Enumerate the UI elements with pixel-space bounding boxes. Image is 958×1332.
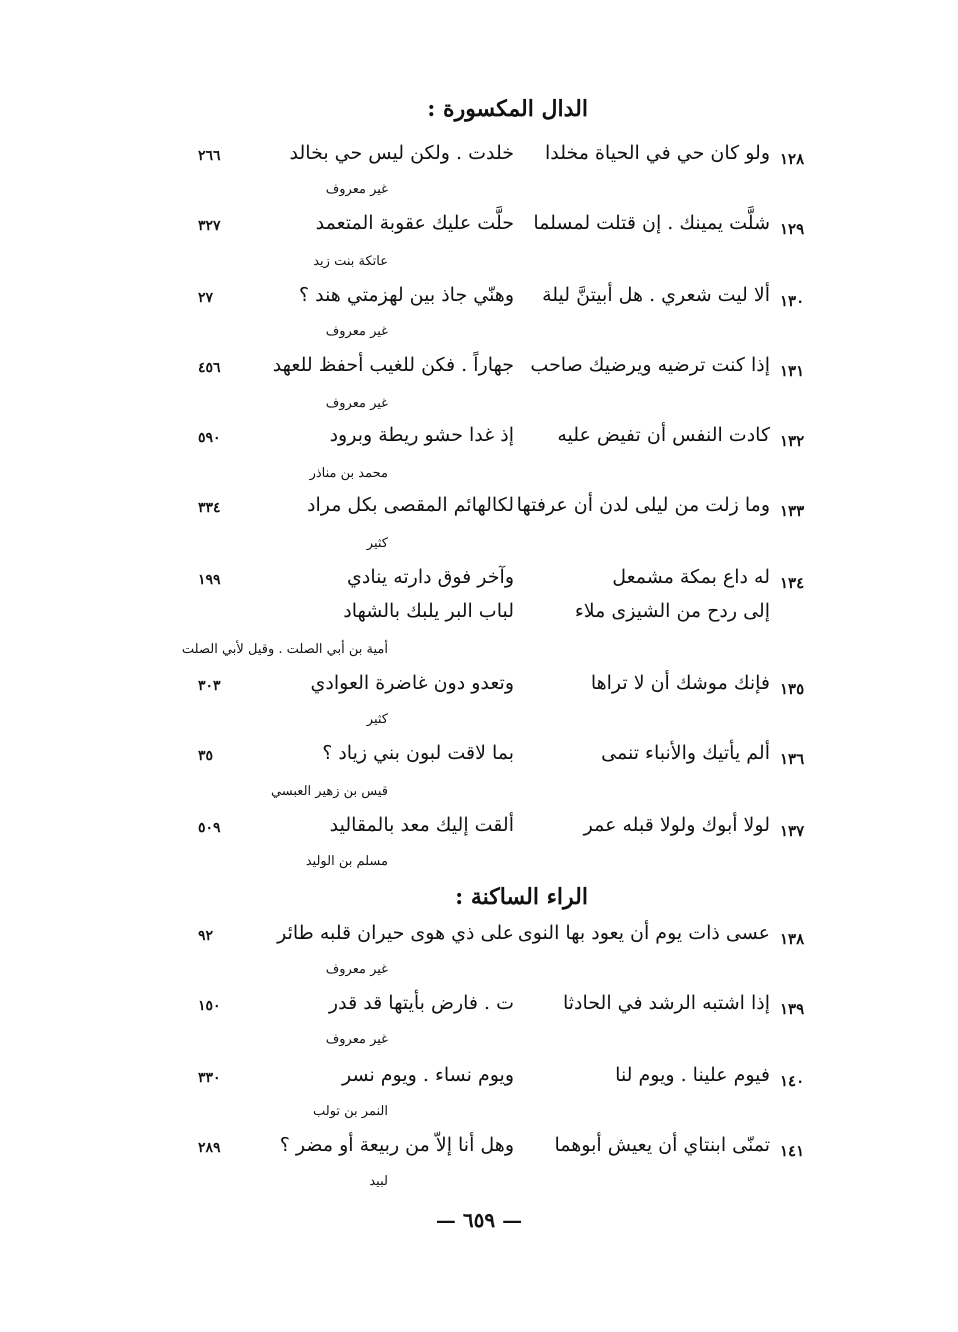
- verse-row: [0, 212, 958, 246]
- second-hemistich: وتعدو دون غاضرة العوادي: [310, 672, 514, 694]
- first-hemistich: إلى ردح من الشيزى ملاء: [574, 600, 770, 622]
- page-reference: ٩٢: [198, 928, 214, 944]
- second-hemistich: ألقت إليك معد بالمقاليد: [329, 814, 514, 836]
- verse-number: ١٣٦: [780, 750, 805, 768]
- verse-row: [0, 566, 958, 600]
- page-reference: ٣٥: [198, 748, 214, 764]
- poet-name: غير معروف: [325, 182, 388, 197]
- verse-number: ١٣٣: [780, 502, 805, 520]
- poet-name: النمر بن تولب: [312, 1104, 388, 1119]
- page-number: — ٦٥٩ —: [435, 1208, 523, 1232]
- second-hemistich: وآخر فوق دارته ينادي: [347, 566, 514, 588]
- poet-name: مسلم بن الوليد: [305, 854, 388, 869]
- first-hemistich: إذا اشتبه الرشد في الحادثا: [562, 992, 770, 1014]
- verse-number: ١٣٠: [780, 292, 805, 310]
- verse-number: ١٢٨: [780, 150, 805, 168]
- verse-number: ١٢٩: [780, 220, 805, 238]
- first-hemistich: فإنك موشك أن لا تراها: [590, 672, 770, 694]
- verse-number: ١٤٠: [780, 1072, 805, 1090]
- verse-row: [0, 992, 958, 1026]
- verse-row: [0, 284, 958, 318]
- verse-row: [0, 1064, 958, 1098]
- first-hemistich: فيوم علينا . ويوم لنا: [615, 1064, 770, 1086]
- verse-number: ١٣٧: [780, 822, 805, 840]
- verse-row: [0, 672, 958, 706]
- first-hemistich: عسى ذات يوم أن يعود بها النوى: [517, 922, 770, 944]
- verse-row: [0, 922, 958, 956]
- verse-number: ١٣٥: [780, 680, 805, 698]
- page-reference: ٣٢٧: [198, 218, 221, 234]
- page-reference: ٢٨٩: [198, 1140, 221, 1156]
- first-hemistich: ولو كان حي في الحياة مخلدا: [544, 142, 770, 164]
- first-hemistich: ألم يأتيك والأنباء تنمى: [601, 742, 770, 764]
- first-hemistich: ألا ليت شعري . هل أبيتنَّ ليلة: [542, 284, 770, 306]
- second-hemistich: بما لاقت لبون بني زياد ؟: [322, 742, 514, 764]
- verse-number: ١٣٤: [780, 574, 805, 592]
- second-hemistich: لكالهائم المقصى بكل مراد: [306, 494, 514, 516]
- first-hemistich: كادت النفس أن تفيض عليه: [557, 424, 770, 446]
- first-hemistich: وما زلت من ليلى لدن أن عرفتها: [516, 494, 770, 516]
- verse-number: ١٤١: [780, 1142, 805, 1160]
- verse-number: ١٣٨: [780, 930, 805, 948]
- page-reference: ٣٠٣: [198, 678, 221, 694]
- first-hemistich: إذا كنت ترضيه ويرضيك صاحب: [530, 354, 770, 376]
- verse-number: ١٣٩: [780, 1000, 805, 1018]
- page-reference: ٢٧: [198, 290, 214, 306]
- poet-name: غير معروف: [325, 1032, 388, 1047]
- second-hemistich: إذ غدا حشو ريطة وبرود: [329, 424, 514, 446]
- section-heading: الراء الساكنة :: [455, 884, 588, 910]
- second-hemistich: وهنّي جاذ بين لهزمتي هند ؟: [298, 284, 514, 306]
- page-reference: ٣٣٠: [198, 1070, 221, 1086]
- poet-name: كثير: [366, 536, 388, 551]
- verse-row: [0, 1134, 958, 1168]
- second-hemistich: لباب البر يلبك بالشهاد: [343, 600, 514, 622]
- verse-row: [0, 814, 958, 848]
- poet-name: كثير: [366, 712, 388, 727]
- second-hemistich: جهاراً . فكن للغيب أحفظ للعهد: [272, 354, 514, 376]
- second-hemistich: حلَّت عليك عقوبة المتعمد: [315, 212, 514, 234]
- verse-row-continuation: [0, 600, 958, 634]
- page-reference: ٥٩٠: [198, 430, 221, 446]
- second-hemistich: خلدت . ولكن ليس حي بخالد: [289, 142, 514, 164]
- page-reference: ٤٥٦: [198, 360, 221, 376]
- poet-name: قيس بن زهير العبسي: [270, 784, 388, 799]
- verse-row: [0, 142, 958, 176]
- poet-name: لبيد: [369, 1174, 388, 1189]
- verse-number: ١٣٢: [780, 432, 805, 450]
- poet-name: غير معروف: [325, 324, 388, 339]
- page-reference: ٢٦٦: [198, 148, 221, 164]
- verse-number: ١٣١: [780, 362, 805, 380]
- page-reference: ٥٠٩: [198, 820, 221, 836]
- first-hemistich: له داع بمكة مشمعل: [612, 566, 770, 588]
- verse-row: [0, 494, 958, 528]
- verse-row: [0, 424, 958, 458]
- page-reference: ١٥٠: [198, 998, 221, 1014]
- second-hemistich: ت . فارض بأيتها قد قدر: [328, 992, 514, 1014]
- page-reference: ١٩٩: [198, 572, 221, 588]
- verse-row: [0, 742, 958, 776]
- second-hemistich: وهل أنا إلاّ من ربيعة أو مضر ؟: [279, 1134, 514, 1156]
- first-hemistich: شلَّت يمينك . إن قتلت لمسلما: [533, 212, 770, 234]
- poet-name: محمد بن مناذر: [309, 466, 388, 481]
- poet-name: غير معروف: [325, 396, 388, 411]
- poet-name: أمية بن أبي الصلت . وقيل لأبي الصلت: [181, 642, 388, 657]
- page-reference: ٣٣٤: [198, 500, 221, 516]
- first-hemistich: تمنّى ابنتاي أن يعيش أبوهما: [554, 1134, 770, 1156]
- verse-row: [0, 354, 958, 388]
- second-hemistich: على ذي هوى حيران قلبه طائر: [277, 922, 514, 944]
- poet-name: عاتكة بنت زيد: [313, 254, 388, 269]
- second-hemistich: ويوم نساء . ويوم نسر: [342, 1064, 514, 1086]
- first-hemistich: لولا أبوك ولولا قبله عمر: [583, 814, 770, 836]
- poet-name: غير معروف: [325, 962, 388, 977]
- section-heading: الدال المكسورة :: [427, 96, 588, 122]
